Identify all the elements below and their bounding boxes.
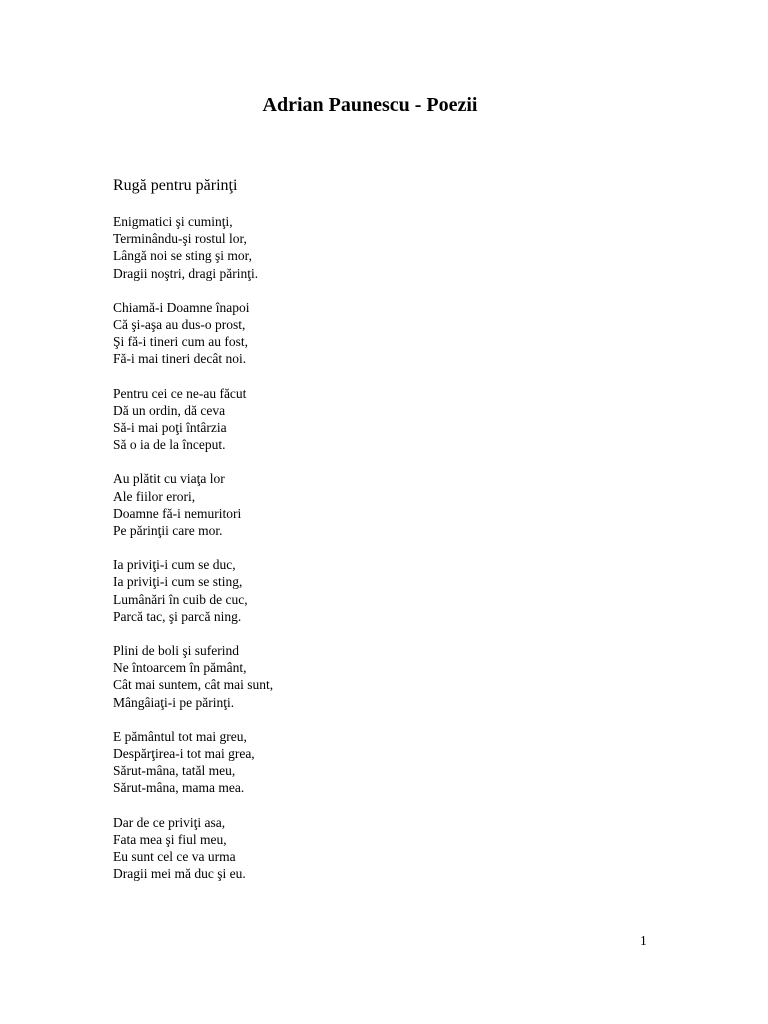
stanza-3: [113, 385, 673, 454]
poem-line: Doamne fă-i nemuritori: [113, 505, 242, 521]
poem-line: Lumânări în cuib de cuc,: [113, 591, 248, 607]
stanza-2: [113, 299, 673, 368]
page-number: 1: [640, 933, 647, 948]
stanza-6: [113, 642, 673, 711]
poem-line: Ia priviţi-i cum se duc,: [113, 557, 236, 573]
stanza-7: [113, 728, 673, 797]
poem-line: Să o ia de la început.: [113, 437, 226, 453]
poem-line: Dă un ordin, dă ceva: [113, 402, 226, 418]
poem-line: Sărut-mâna, tatăl meu,: [113, 763, 236, 779]
poem-line: Şi fă-i tineri cum au fost,: [113, 334, 248, 350]
poem-line: Enigmatici şi cuminţi,: [113, 214, 233, 229]
poem-line: Chiamă-i Doamne înapoi: [113, 299, 250, 315]
poem-line: Pentru cei ce ne-au făcut: [113, 385, 247, 401]
poem-line: Au plătit cu viaţa lor: [113, 471, 225, 487]
poem-line: Să-i mai poţi întârzia: [113, 420, 227, 436]
stanza-4: [113, 470, 673, 539]
document-title: Adrian Paunescu - Poezii: [262, 94, 478, 116]
poem-line: Mângâiaţi-i pe părinţi.: [113, 694, 235, 710]
poem-line: Ale fiilor erori,: [113, 488, 196, 504]
poem-title: Rugă pentru părinţi: [113, 177, 238, 194]
stanza-8: [113, 814, 673, 883]
poem: [113, 176, 673, 900]
poem-line: Fă-i mai tineri decât noi.: [113, 351, 247, 367]
poem-line: Fata mea şi fiul meu,: [113, 831, 227, 847]
poem-line: Plini de boli şi suferind: [113, 643, 239, 659]
poem-line: Pe părinţii care mor.: [113, 523, 223, 539]
poem-line: Lângă noi se sting şi mor,: [113, 248, 252, 264]
poem-line: Dragii mei mă duc şi eu.: [113, 866, 246, 882]
poem-line: Cât mai suntem, cât mai sunt,: [113, 677, 274, 693]
poem-line: Că şi-aşa au dus-o prost,: [113, 317, 246, 333]
stanza-5: [113, 556, 673, 625]
stanza-1: [113, 213, 673, 282]
poem-line: Ne întoarcem în pământ,: [113, 660, 247, 676]
poem-line: Despărţirea-i tot mai grea,: [113, 746, 255, 762]
poem-line: E pământul tot mai greu,: [113, 728, 247, 744]
poem-line: Dar de ce priviţi asa,: [113, 814, 226, 830]
poem-line: Dragii noştri, dragi părinţi.: [113, 265, 259, 281]
poem-line: Parcă tac, şi parcă ning.: [113, 608, 242, 624]
poem-line: Sărut-mâna, mama mea.: [113, 780, 245, 796]
poem-line: Terminându-şi rostul lor,: [113, 231, 247, 247]
poem-line: Eu sunt cel ce va urma: [113, 849, 236, 865]
poem-line: Ia priviţi-i cum se sting,: [113, 574, 243, 590]
